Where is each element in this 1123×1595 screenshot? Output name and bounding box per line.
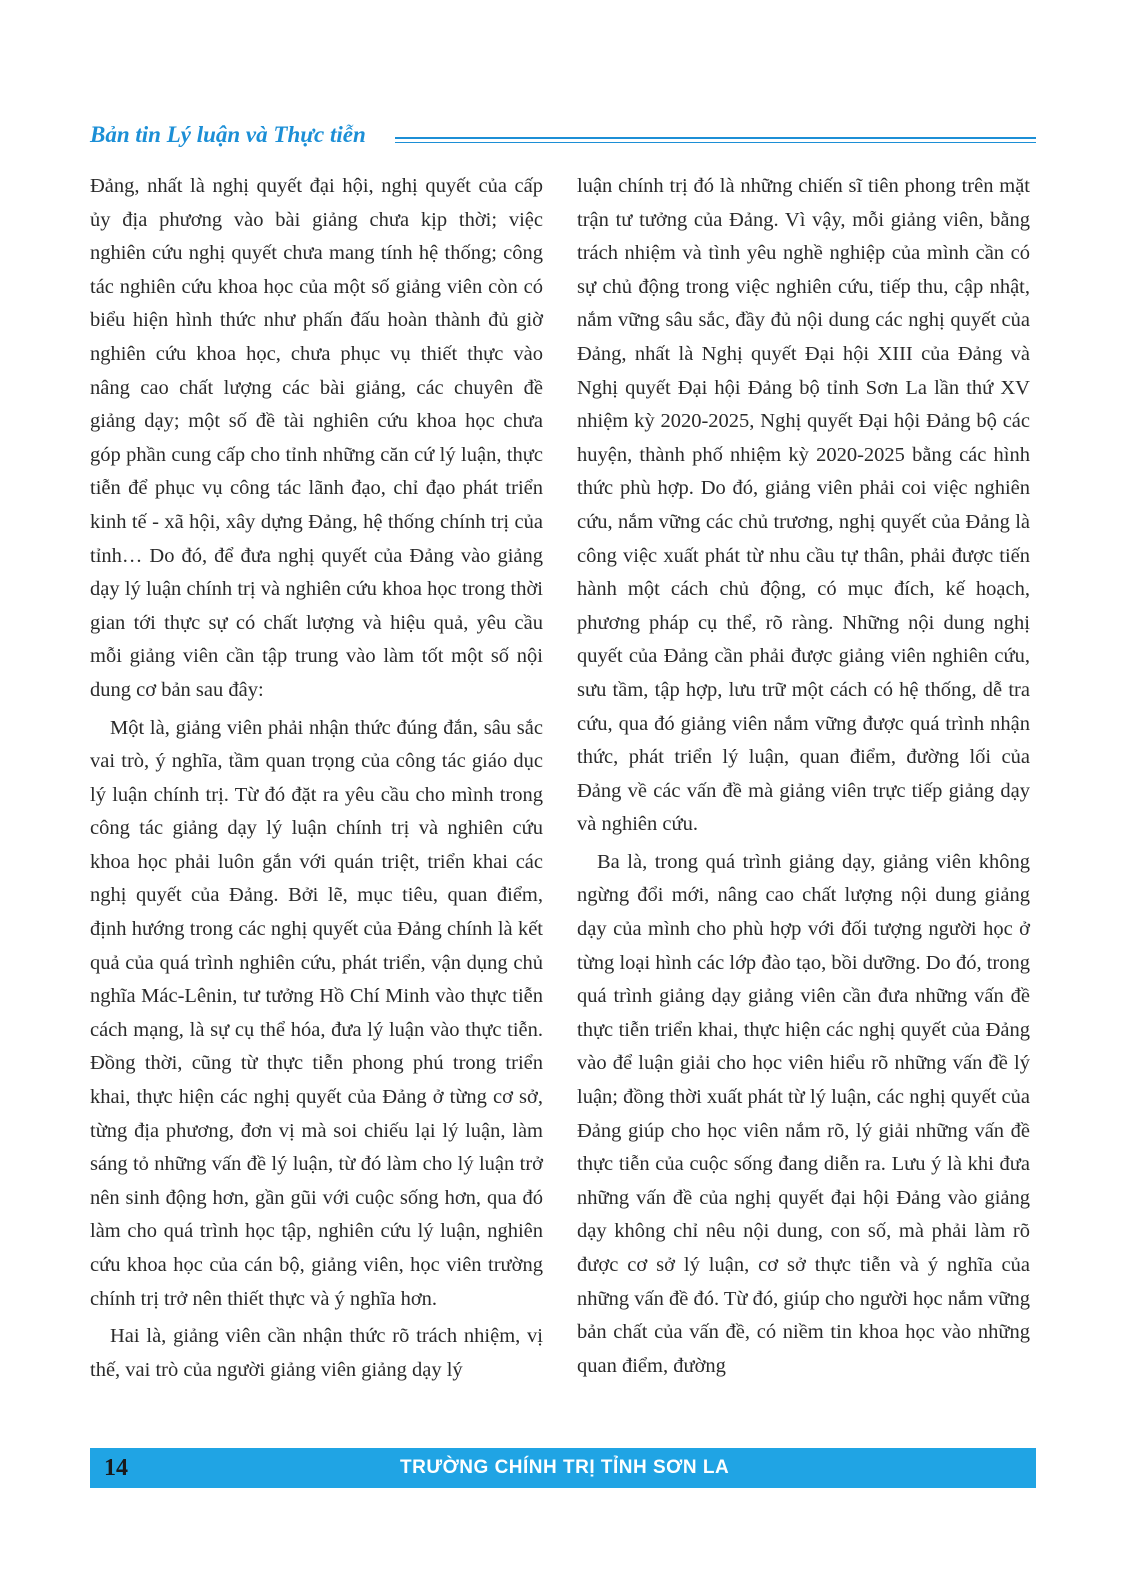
paragraph: Đảng, nhất là nghị quyết đại hội, nghị quyết của cấp ủy địa phương vào bài giảng chưa kịp thời; việc nghiên cứu nghị quyết chưa mang tính hệ thống; công tác nghiên cứu khoa học của một số giảng viên còn có biểu hiện hình thức như phấn đấu hoàn thành đủ giờ nghiên cứu khoa học, chưa phục vụ thiết thực vào nâng cao chất lượng các bài giảng, các chuyên đề giảng dạy; một số đề tài nghiên cứu khoa học chưa góp phần cung cấp cho tỉnh những căn cứ lý luận, thực tiễn để phục vụ công tác lãnh đạo, chỉ đạo phát triển kinh tế - xã hội, xây dựng Đảng, hệ thống chính trị của tỉnh… Do đó, để đưa nghị quyết của Đảng vào giảng dạy lý luận chính trị và nghiên cứu khoa học trong thời gian tới thực sự có chất lượng và hiệu quả, yêu cầu mỗi giảng viên cần tập trung vào làm tốt một số nội dung cơ bản sau đây:: [90, 175, 543, 701]
paragraph: luận chính trị đó là những chiến sĩ tiên phong trên mặt trận tư tưởng của Đảng. Vì vậy, mỗi giảng viên, bằng trách nhiệm và tình yêu nghề nghiệp của mình cần có sự chủ động trong việc nghiên cứu, tiếp thu, cập nhật, nắm vững sâu sắc, đầy đủ nội dung các nghị quyết của Đảng, nhất là Nghị quyết Đại hội XIII của Đảng và Nghị quyết Đại hội Đảng bộ tỉnh Sơn La lần thứ XV nhiệm kỳ 2020-2025, Nghị quyết Đại hội Đảng bộ các huyện, thành phố nhiệm kỳ 2020-2025 bằng các hình thức phù hợp. Do đó, giảng viên phải coi việc nghiên cứu, nắm vững các chủ trương, nghị quyết của Đảng là công việc xuất phát từ nhu cầu tự thân, phải được tiến hành một cách chủ động, có mục đích, kế hoạch, phương pháp cụ thể, rõ ràng. Những nội dung nghị quyết của Đảng cần phải được giảng viên nghiên cứu, sưu tầm, tập hợp, lưu trữ một cách có hệ thống, dễ tra cứu, qua đó giảng viên nắm vững được quá trình nhận thức, phát triển lý luận, quan điểm, đường lối của Đảng về các vấn đề mà giảng viên trực tiếp giảng dạy và nghiên cứu.: [577, 175, 1030, 836]
footer-institution-name: TRƯỜNG CHÍNH TRỊ TỈNH SƠN LA: [400, 1457, 730, 1478]
page-footer: [90, 1448, 1036, 1488]
article-body: [90, 170, 1036, 1410]
header-double-rule: [395, 137, 1036, 143]
page-number: 14: [104, 1455, 128, 1481]
paragraph: Một là, giảng viên phải nhận thức đúng đắn, sâu sắc vai trò, ý nghĩa, tầm quan trọng của công tác giáo dục lý luận chính trị. Từ đó đặt ra yêu cầu cho mình trong công tác giảng dạy lý luận chính trị và nghiên cứu khoa học phải luôn gắn với quán triệt, triển khai các nghị quyết của Đảng. Bởi lẽ, mục tiêu, quan điểm, định hướng trong các nghị quyết của Đảng chính là kết quả của quá trình nghiên cứu, phát triển, vận dụng chủ nghĩa Mác-Lênin, tư tưởng Hồ Chí Minh vào thực tiễn cách mạng, là sự cụ thể hóa, đưa lý luận vào thực tiễn. Đồng thời, cũng từ thực tiễn phong phú trong triển khai, thực hiện các nghị quyết của Đảng ở từng cơ sở, từng địa phương, đơn vị mà soi chiếu lại lý luận, làm sáng tỏ những vấn đề lý luận, từ đó làm cho lý luận trở nên sinh động hơn, gần gũi với cuộc sống hơn, qua đó làm cho quá trình học tập, nghiên cứu lý luận, nghiên cứu khoa học của cán bộ, giảng viên, học viên trường chính trị trở nên thiết thực và ý nghĩa hơn.: [90, 716, 543, 1310]
paragraph: Hai là, giảng viên cần nhận thức rõ trách nhiệm, vị thế, vai trò của người giảng viên giảng dạy lý: [90, 1325, 543, 1381]
right-column: [577, 170, 1030, 1383]
paragraph: Ba là, trong quá trình giảng dạy, giảng viên không ngừng đổi mới, nâng cao chất lượng nội dung giảng dạy của mình cho phù hợp với đối tượng người học ở từng loại hình các lớp đào tạo, bồi dưỡng. Do đó, trong quá trình giảng dạy giảng viên cần đưa những vấn đề thực tiễn triển khai, thực hiện các nghị quyết của Đảng vào để luận giải cho học viên hiểu rõ những vấn đề lý luận; đồng thời xuất phát từ lý luận, các nghị quyết của Đảng giúp cho học viên nắm rõ, lý giải những vấn đề thực tiễn của cuộc sống đang diễn ra. Lưu ý là khi đưa những vấn đề của nghị quyết đại hội Đảng vào giảng dạy không chỉ nêu nội dung, con số, mà phải làm rõ được cơ sở lý luận, cơ sở thực tiễn và ý nghĩa của những vấn đề đó. Từ đó, giúp cho người học nắm vững bản chất của vấn đề, có niềm tin khoa học vào những quan điểm, đường: [577, 850, 1030, 1377]
left-column: [90, 170, 543, 1387]
page-header: [90, 120, 1036, 150]
publication-title: Bản tin Lý luận và Thực tiễn: [90, 122, 366, 147]
